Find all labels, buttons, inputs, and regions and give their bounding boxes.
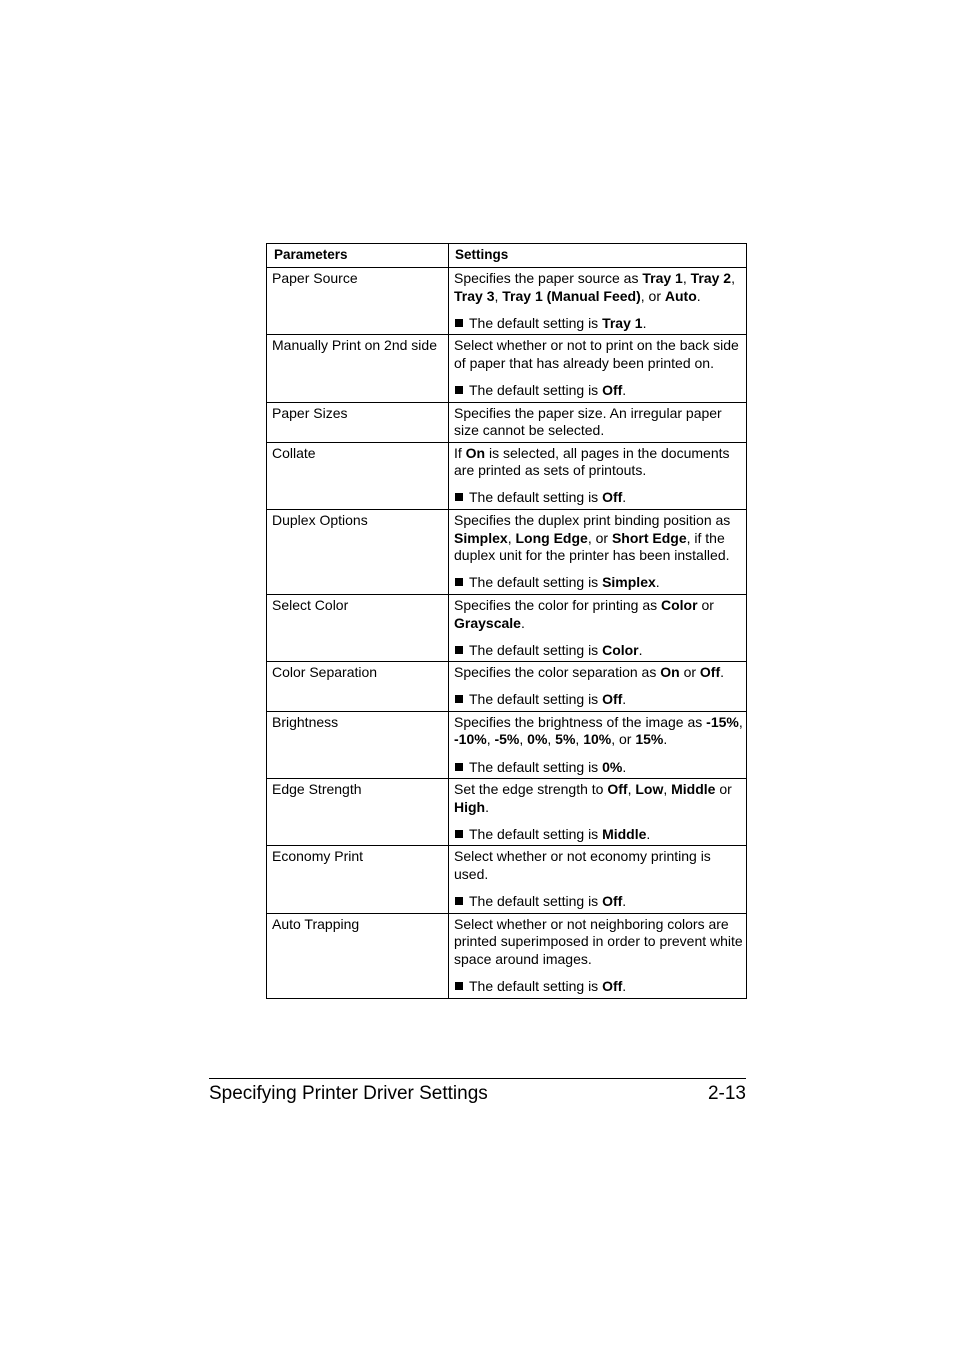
text-run: The default setting is — [469, 825, 603, 842]
text-run: or — [715, 781, 732, 798]
setting-description-cell — [449, 442, 747, 509]
default-setting-note — [454, 691, 743, 709]
text-run: , or — [640, 287, 665, 304]
text-run: . — [646, 825, 651, 842]
emphasized-text: Color — [602, 641, 639, 658]
table-row — [267, 442, 747, 509]
setting-description-cell — [449, 846, 747, 913]
emphasized-text: Off — [602, 691, 623, 708]
default-setting-note — [454, 759, 743, 777]
emphasized-text: On — [660, 664, 680, 681]
table-row — [267, 402, 747, 442]
emphasized-text: 0% — [527, 731, 548, 748]
text-run: Specifies the brightness of the image as — [454, 713, 707, 730]
square-bullet-icon — [455, 386, 463, 394]
text-run: The default setting is — [469, 381, 603, 398]
setting-description-cell — [449, 711, 747, 778]
emphasized-text: Auto — [664, 287, 697, 304]
parameter-name: Economy Print — [267, 846, 449, 913]
setting-description — [454, 405, 743, 440]
emphasized-text: Grayscale — [454, 614, 521, 631]
emphasized-text: -15% — [706, 713, 739, 730]
table-row — [267, 662, 747, 712]
text-run: Select whether or not economy printing is used. — [454, 848, 711, 883]
setting-description-cell — [449, 779, 747, 846]
text-run: Set the edge strength to — [454, 781, 608, 798]
emphasized-text: 5% — [555, 731, 576, 748]
text-run: Select whether or not neighboring colors are printed superimposed in order to prevent white space around images. — [454, 915, 743, 967]
default-setting-note — [454, 489, 743, 507]
table-body — [267, 268, 747, 999]
footer-section-title: Specifying Printer Driver Settings — [209, 1083, 488, 1104]
text-run: . — [520, 614, 525, 631]
emphasized-text: High — [454, 798, 486, 815]
parameter-name: Brightness — [267, 711, 449, 778]
setting-description — [454, 781, 743, 816]
text-run: The default setting is — [469, 574, 603, 591]
default-setting-note — [454, 642, 743, 660]
setting-description — [454, 714, 743, 749]
square-bullet-icon — [455, 897, 463, 905]
text-run: , if the duplex unit for the printer has been installed. — [454, 529, 730, 564]
text-run: Specifies the color for printing as — [454, 596, 661, 613]
setting-description — [454, 337, 743, 372]
header-settings: Settings — [449, 244, 747, 268]
setting-description-cell — [449, 402, 747, 442]
emphasized-text: Off — [699, 664, 721, 681]
emphasized-text: -5% — [494, 731, 520, 748]
text-run: , — [507, 529, 516, 546]
emphasized-text: Low — [635, 781, 664, 798]
text-run: , — [731, 270, 735, 286]
text-run: . — [622, 758, 627, 775]
setting-description-cell — [449, 594, 747, 661]
footer-page-number: 2-13 — [707, 1083, 746, 1104]
text-run: , — [494, 287, 503, 304]
emphasized-text: Tray 1 — [642, 270, 683, 286]
square-bullet-icon — [455, 830, 463, 838]
table-row — [267, 335, 747, 402]
table-row — [267, 779, 747, 846]
text-run: . — [720, 664, 725, 681]
emphasized-text: Tray 1 — [602, 314, 643, 331]
text-run: , — [682, 270, 691, 286]
setting-description-cell — [449, 335, 747, 402]
emphasized-text: On — [465, 444, 486, 461]
emphasized-text: Simplex — [454, 529, 508, 546]
emphasized-text: Off — [602, 489, 623, 506]
parameters-table — [266, 243, 747, 999]
emphasized-text: Middle — [671, 781, 716, 798]
parameter-name: Paper Sizes — [267, 402, 449, 442]
emphasized-text: Off — [607, 781, 628, 798]
emphasized-text: -10% — [454, 731, 487, 748]
default-setting-note — [454, 826, 743, 844]
table-row — [267, 913, 747, 998]
square-bullet-icon — [455, 982, 463, 990]
parameter-name: Collate — [267, 442, 449, 509]
header-parameters: Parameters — [267, 244, 449, 268]
setting-description-cell — [449, 268, 747, 335]
text-run: . — [622, 489, 627, 506]
text-run: , or — [611, 731, 636, 748]
text-run: The default setting is — [469, 641, 603, 658]
default-setting-note — [454, 893, 743, 911]
text-run: is selected, all pages in the documents are printed as sets of printouts. — [454, 444, 730, 479]
setting-description-cell — [449, 913, 747, 998]
table-header-row — [267, 244, 747, 268]
text-run: . — [638, 641, 643, 658]
text-run: , or — [587, 529, 612, 546]
setting-description — [454, 664, 743, 682]
emphasized-text: 10% — [583, 731, 612, 748]
text-run: The default setting is — [469, 691, 603, 708]
square-bullet-icon — [455, 319, 463, 327]
emphasized-text: 0% — [602, 758, 623, 775]
text-run: , — [627, 781, 636, 798]
setting-description — [454, 597, 743, 632]
text-run: . — [642, 314, 647, 331]
text-run: . — [622, 691, 627, 708]
text-run: , — [575, 731, 584, 748]
text-run: . — [696, 287, 701, 304]
emphasized-text: Tray 2 — [690, 270, 732, 286]
parameter-name: Auto Trapping — [267, 913, 449, 998]
text-run: The default setting is — [469, 489, 603, 506]
text-run: , — [738, 713, 743, 730]
default-setting-note — [454, 382, 743, 400]
text-run: , — [486, 731, 495, 748]
setting-description-cell — [449, 510, 747, 595]
text-run: Specifies the paper size. An irregular paper size cannot be selected. — [454, 404, 722, 439]
square-bullet-icon — [455, 763, 463, 771]
table-row — [267, 711, 747, 778]
emphasized-text: Middle — [602, 825, 647, 842]
text-run: . — [655, 574, 660, 591]
parameter-name: Manually Print on 2nd side — [267, 335, 449, 402]
text-run: The default setting is — [469, 893, 603, 910]
setting-description — [454, 512, 743, 565]
footer-divider — [209, 1078, 746, 1079]
default-setting-note — [454, 978, 743, 996]
square-bullet-icon — [455, 646, 463, 654]
default-setting-note — [454, 574, 743, 592]
emphasized-text: Off — [602, 893, 623, 910]
table-row — [267, 510, 747, 595]
emphasized-text: Tray 3 — [454, 287, 495, 304]
emphasized-text: Off — [602, 978, 623, 994]
parameter-name: Paper Source — [267, 268, 449, 335]
setting-description — [454, 270, 743, 305]
text-run: , — [663, 781, 672, 798]
text-run: Select whether or not to print on the back side of paper that has already been printed on. — [454, 337, 739, 371]
text-run: Specifies the duplex print binding position as — [454, 512, 731, 529]
table-row — [267, 594, 747, 661]
emphasized-text: Color — [661, 596, 698, 613]
setting-description — [454, 445, 743, 480]
emphasized-text: Simplex — [602, 574, 656, 591]
square-bullet-icon — [455, 695, 463, 703]
square-bullet-icon — [455, 578, 463, 586]
text-run: , — [519, 731, 528, 748]
emphasized-text: Tray 1 (Manual Feed) — [502, 287, 641, 304]
emphasized-text: Short Edge — [611, 529, 687, 546]
parameter-name: Duplex Options — [267, 510, 449, 595]
emphasized-text: Long Edge — [515, 529, 588, 546]
setting-description — [454, 916, 743, 969]
text-run: , — [547, 731, 556, 748]
parameter-name: Color Separation — [267, 662, 449, 712]
text-run: The default setting is — [469, 758, 603, 775]
parameter-name: Select Color — [267, 594, 449, 661]
setting-description-cell — [449, 662, 747, 712]
text-run: or — [679, 664, 700, 681]
parameter-name: Edge Strength — [267, 779, 449, 846]
text-run: The default setting is — [469, 314, 603, 331]
table-row — [267, 268, 747, 335]
emphasized-text: Off — [602, 381, 623, 398]
setting-description — [454, 848, 743, 883]
emphasized-text: 15% — [635, 731, 664, 748]
default-setting-note — [454, 315, 743, 333]
text-run: . — [622, 381, 627, 398]
text-run: . — [485, 798, 489, 815]
text-run: Specifies the color separation as — [454, 664, 661, 681]
text-run: . — [622, 893, 627, 910]
text-run: Specifies the paper source as — [454, 270, 643, 286]
text-run: If — [454, 444, 466, 461]
text-run: . — [622, 978, 627, 994]
text-run: . — [663, 731, 668, 748]
text-run: The default setting is — [469, 978, 603, 994]
text-run: or — [697, 596, 714, 613]
square-bullet-icon — [455, 493, 463, 501]
table-row — [267, 846, 747, 913]
